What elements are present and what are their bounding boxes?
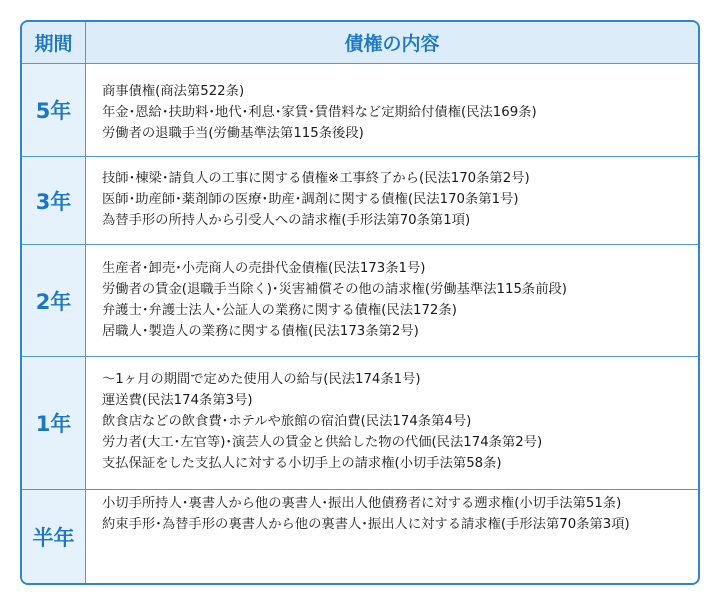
- claim-item: 約束手形･為替手形の裏書人から他の裏書人･振出人に対する請求権(手形法第70条第3項): [102, 517, 630, 532]
- claim-item: 商事債権(商法第522条): [102, 84, 245, 99]
- claim-item: 労働者の退職手当(労働基準法第115条後段): [102, 126, 364, 141]
- period-cell: 2年: [22, 245, 86, 356]
- claim-item: 医師･助産師･薬剤師の医療･助産･調剤に関する債権(民法170条第1号): [102, 192, 519, 207]
- period-cell: 半年: [22, 490, 86, 583]
- content-cell: [86, 64, 698, 156]
- table-row: [22, 244, 698, 356]
- content-cell: [86, 357, 698, 489]
- content-cell: [86, 157, 698, 244]
- table-row: [22, 63, 698, 156]
- claim-item: 飲食店などの飲食費･ホテルや旅館の宿泊費(民法174条第4号): [102, 414, 472, 429]
- header-period: 期間: [22, 22, 86, 63]
- claim-item: 労力者(大工･左官等)･演芸人の賃金と供給した物の代価(民法174条第2号): [102, 435, 543, 450]
- table-row: [22, 489, 698, 583]
- claim-item: 支払保証をした支払人に対する小切手上の請求権(小切手法第58条): [102, 456, 502, 471]
- statute-of-limitations-table: [20, 20, 700, 585]
- table-row: [22, 356, 698, 489]
- table-row: [22, 156, 698, 244]
- table-header-row: [22, 22, 698, 63]
- period-cell: 1年: [22, 357, 86, 489]
- claim-item: 運送費(民法174条第3号): [102, 393, 253, 408]
- period-cell: 5年: [22, 64, 86, 156]
- claim-item: 年金･恩給･扶助料･地代･利息･家賃･賃借料など定期給付債権(民法169条): [102, 105, 537, 120]
- claim-item: 生産者･卸売･小売商人の売掛代金債権(民法173条1号): [102, 261, 426, 276]
- content-cell: [86, 245, 698, 356]
- claim-item: 技師･棟梁･請負人の工事に関する債権※工事終了から(民法170条第2号): [102, 171, 530, 186]
- period-cell: 3年: [22, 157, 86, 244]
- content-cell: [86, 490, 698, 583]
- claim-item: 小切手所持人･裏書人から他の裏書人･振出人他債務者に対する遡求権(小切手法第51条): [102, 496, 622, 511]
- header-content: 債権の内容: [86, 22, 698, 63]
- claim-item: 労働者の賃金(退職手当除く)･災害補償その他の請求権(労働基準法115条前段): [102, 282, 567, 297]
- claim-item: 為替手形の所持人から引受人への請求権(手形法第70条第1項): [102, 213, 471, 228]
- claim-item: 弁護士･弁護士法人･公証人の業務に関する債権(民法172条): [102, 303, 457, 318]
- claim-item: 居職人･製造人の業務に関する債権(民法173条第2号): [102, 324, 419, 339]
- claim-item: ～1ヶ月の期間で定めた使用人の給与(民法174条1号): [102, 372, 421, 387]
